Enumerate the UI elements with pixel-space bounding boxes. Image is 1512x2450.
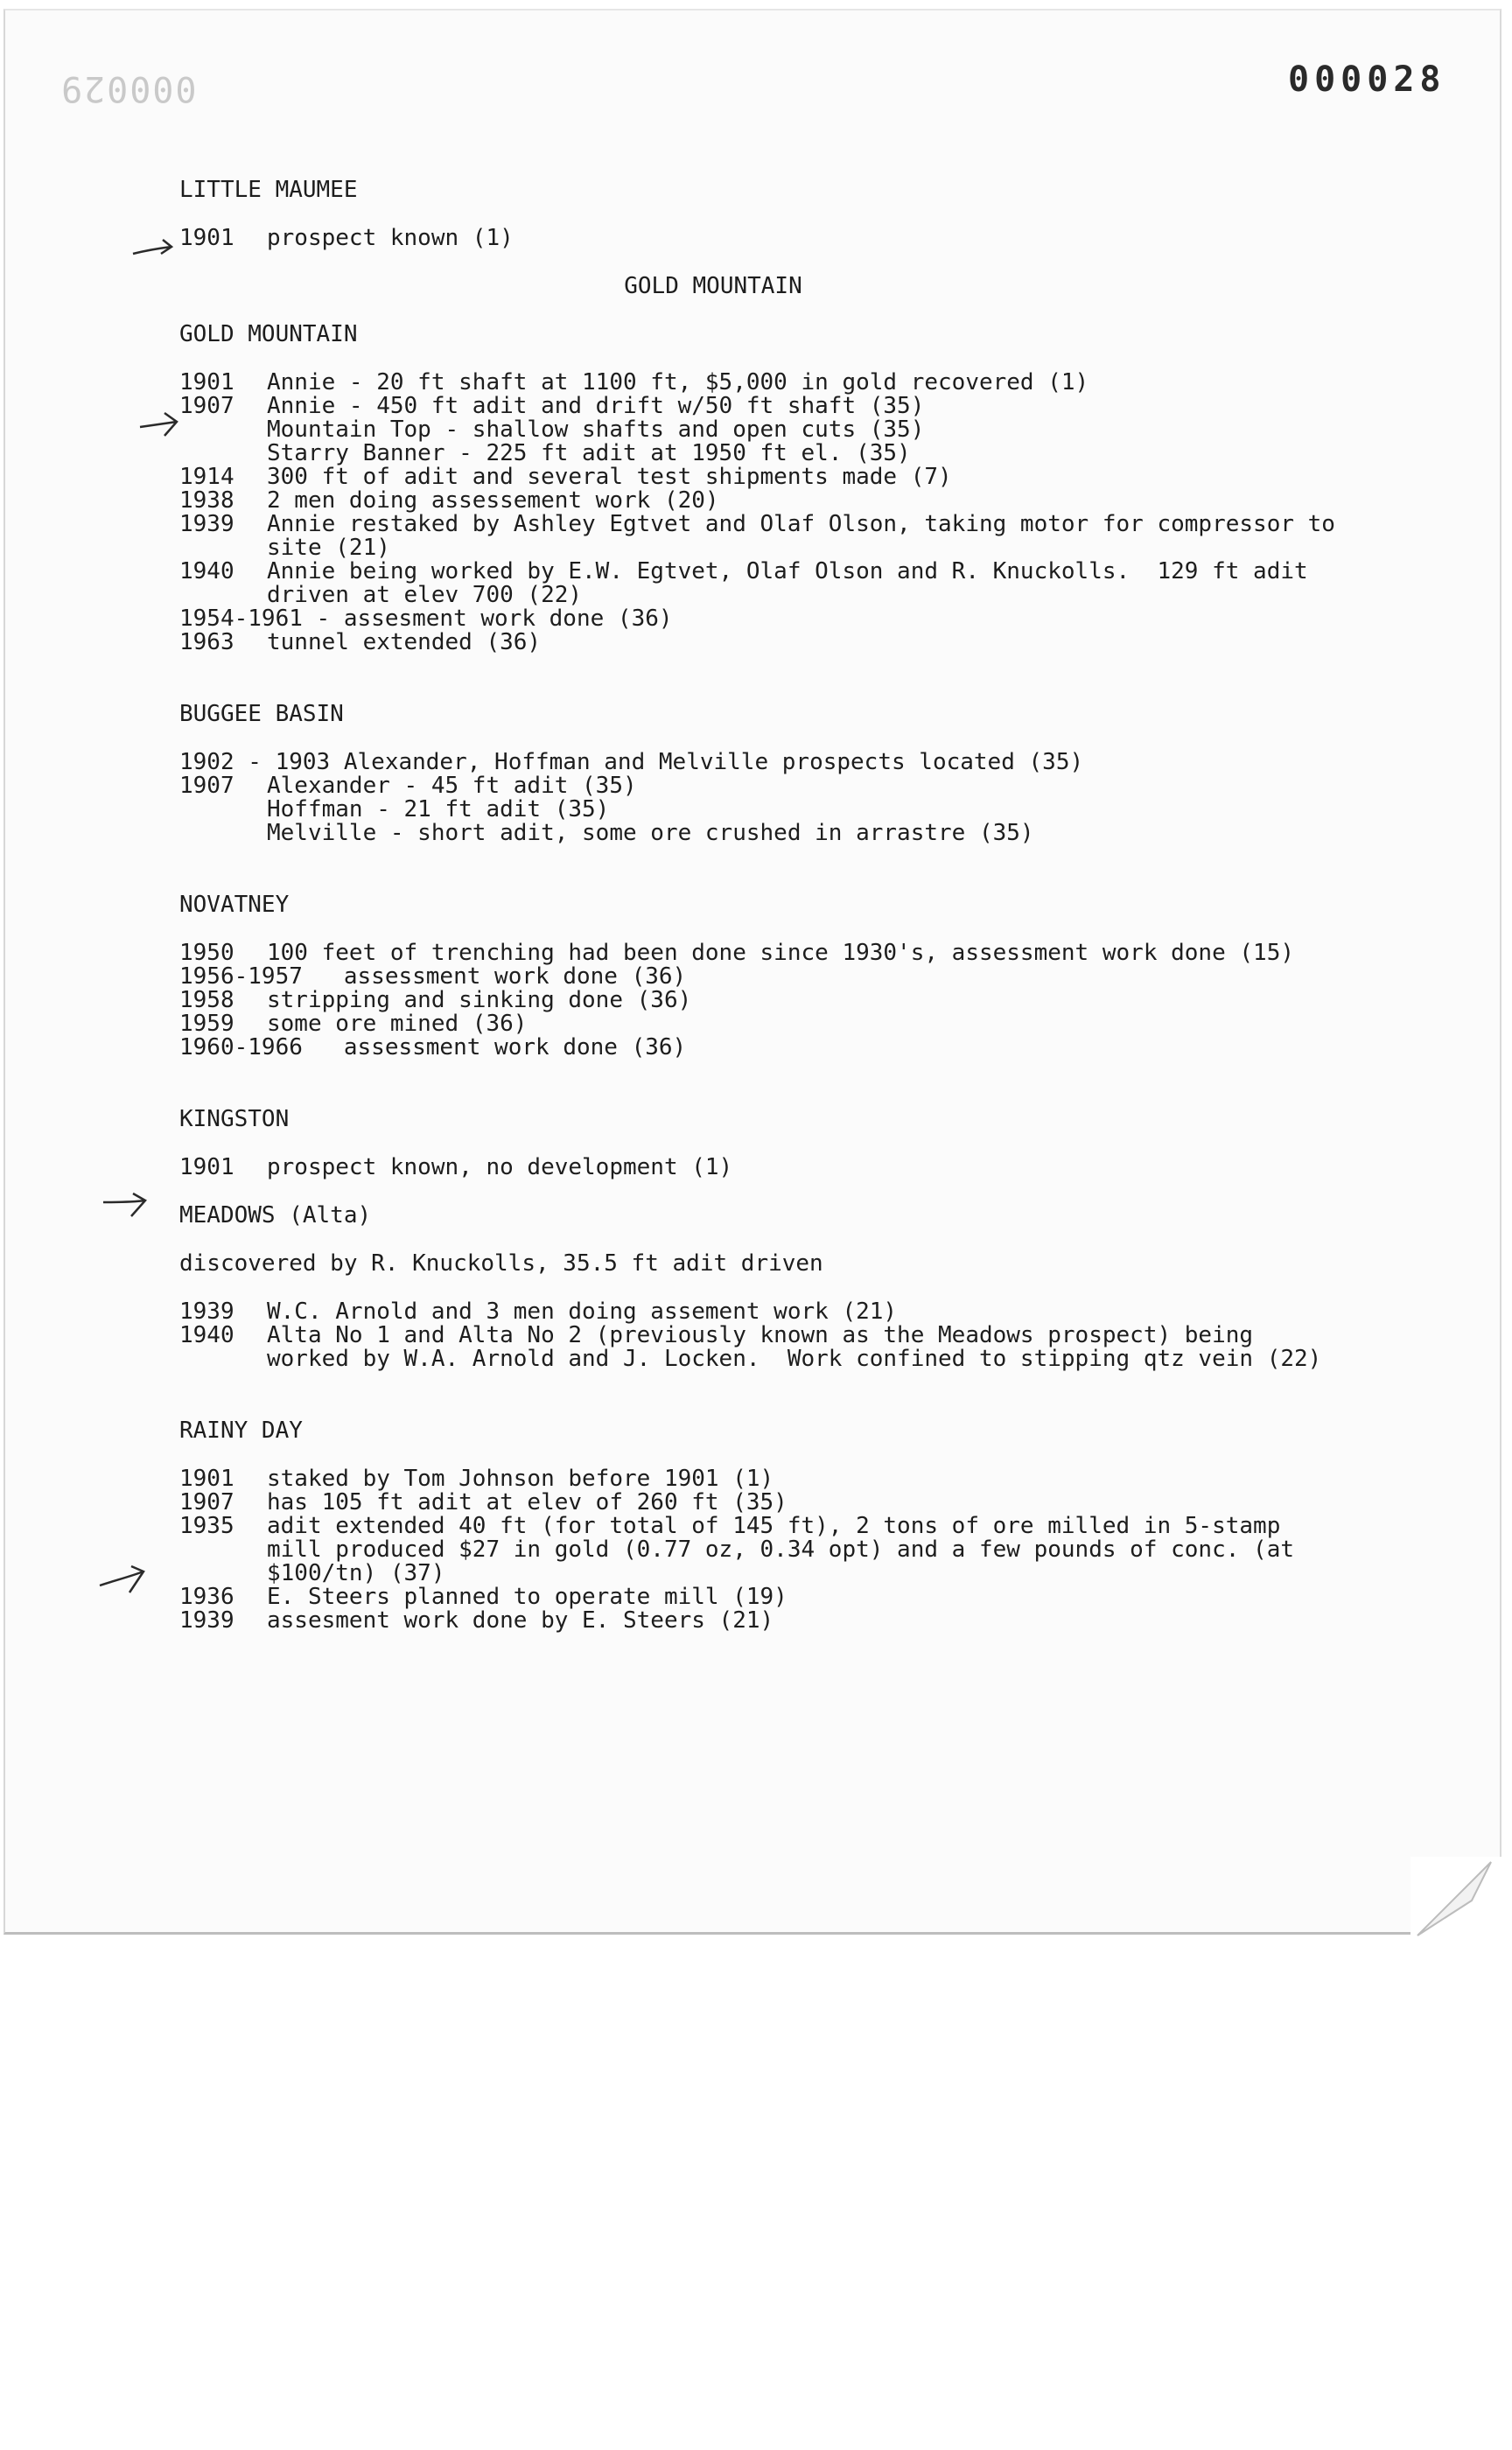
entry-year: 1907 [179,393,234,419]
entry-year: 1902 [179,749,234,775]
entry-text: E. Steers planned to operate mill (19) [267,1584,788,1610]
entry-year: 1939 [179,1298,234,1325]
entry-text: some ore mined (36) [267,1011,528,1037]
entry-text: assessment work done (36) [343,1034,687,1060]
entry-text: 300 ft of adit and several test shipments made (7) [267,464,952,490]
document-body [179,177,1349,1634]
list-item [179,1467,1343,1491]
list-item [179,1515,1343,1586]
entry-year [179,798,267,822]
list-item [179,798,1343,822]
entry-year: 1940 [179,1322,234,1348]
entry-text: assessment work done (36) [343,963,687,990]
entry-year: 1901 [179,225,234,251]
handwritten-arrow-icon [102,1190,150,1220]
entry-text: Annie - 20 ft shaft at 1100 ft, $5,000 in gold recovered (1) [267,369,1089,396]
list-item [179,1156,1343,1180]
list-item [179,942,1343,965]
entry-year: 1956-1957 [179,963,303,990]
entry-text: W.C. Arnold and 3 men doing assement work (21) [267,1298,898,1325]
section-heading: KINGSTON [179,1106,290,1132]
entry-year: 1914 [179,464,234,490]
entry-text: - 1903 Alexander, Hoffman and Melville prospects located (35) [248,749,1084,775]
list-item [179,1300,1343,1324]
list-item [179,965,1343,989]
list-item [179,631,1343,654]
entry-text: prospect known, no development (1) [267,1154,733,1180]
list-item [179,395,1343,418]
section-intro: discovered by R. Knuckolls, 35.5 ft adit driven [179,1250,823,1277]
entry-year: 1939 [179,511,234,537]
entry-year: 1958 [179,987,234,1013]
entry-year [179,442,267,466]
entry-year: 1939 [179,1607,234,1634]
list-item [179,607,1343,631]
entry-year [179,418,267,442]
entry-text: staked by Tom Johnson before 1901 (1) [267,1466,774,1492]
list-item [179,1012,1343,1036]
list-item [179,489,1343,513]
list-item [179,511,1349,561]
entry-text: has 105 ft adit at elev of 260 ft (35) [267,1489,788,1516]
list-item [179,1324,1343,1371]
entry-text: 2 men doing assessement work (20) [267,487,719,514]
entry-text: Annie being worked by E.W. Egtvet, Olaf Olson and R. Knuckolls. 129 ft adit driven at elev 700 (22) [267,558,1322,608]
entry-text: prospect known (1) [267,225,514,251]
entry-text: 100 feet of trenching had been done since 1930's, assessment work done (15) [267,940,1294,966]
faint-page-number: 000029 [60,68,197,108]
list-item [179,751,1343,774]
handwritten-arrow-icon [138,410,182,439]
entry-text: Alexander - 45 ft adit (35) [267,773,637,799]
entry-year: 1950 [179,940,234,966]
entry-text: - assesment work done (36) [316,606,673,632]
list-item [179,774,1343,798]
list-item [179,466,1343,489]
list-item [179,371,1343,395]
list-item [179,560,1343,607]
list-item [179,1586,1343,1609]
entry-year: 1935 [179,1513,234,1539]
entry-year: 1936 [179,1584,234,1610]
entry-text: Annie restaked by Ashley Egtvet and Olaf Olson, taking motor for compressor to site (21) [267,511,1349,561]
entry-year: 1907 [179,1489,234,1516]
entry-year: 1901 [179,1154,234,1180]
section-heading: MEADOWS (Alta) [179,1202,372,1228]
entry-text: Annie - 450 ft adit and drift w/50 ft shaft (35) [267,393,925,419]
section-heading: GOLD MOUNTAIN [179,321,358,347]
entry-year: 1960-1966 [179,1034,303,1060]
page-number: 000028 [1288,60,1446,100]
handwritten-arrow-icon [98,1563,150,1598]
section-heading: NOVATNEY [179,892,290,918]
entry-year [179,822,267,845]
list-item [179,989,1343,1012]
entry-year: 1901 [179,369,234,396]
entry-text: adit extended 40 ft (for total of 145 ft), 2 tons of ore milled in 5-stamp mill produced $27 in gold (0.77 oz, 0.34 opt) and a few pounds of conc. (at $100/tn) (37) [267,1513,1308,1586]
entry-year: 1954-1961 [179,606,303,632]
list-item [179,418,1343,442]
handwritten-arrow-icon [131,233,175,259]
entry-text: Mountain Top - shallow shafts and open cuts (35) [267,416,925,443]
entry-year: 1907 [179,773,234,799]
section-heading: LITTLE MAUMEE [179,177,358,203]
district-title: GOLD MOUNTAIN [624,273,802,299]
entry-year: 1963 [179,629,234,655]
entry-text: Melville - short adit, some ore crushed in arrastre (35) [267,820,1034,846]
folded-corner [1410,1857,1502,1941]
entry-text: Hoffman - 21 ft adit (35) [267,796,610,822]
entry-text: assesment work done by E. Steers (21) [267,1607,774,1634]
entry-year: 1938 [179,487,234,514]
list-item [179,1609,1343,1633]
list-item [179,1036,1343,1060]
list-item [179,1491,1343,1515]
list-item [179,822,1343,845]
entry-year: 1901 [179,1466,234,1492]
section-heading: BUGGEE BASIN [179,701,344,727]
entry-text: Starry Banner - 225 ft adit at 1950 ft el. (35) [267,440,911,466]
entry-year: 1940 [179,558,234,584]
list-item [179,227,1343,250]
entry-text: Alta No 1 and Alta No 2 (previously known as the Meadows prospect) being worked by W.A. Arnold and J. Locken. Work confined to stipping qtz vein (22) [267,1322,1322,1372]
entry-year: 1959 [179,1011,234,1037]
section-heading: RAINY DAY [179,1418,303,1444]
entry-text: tunnel extended (36) [267,629,542,655]
entry-text: stripping and sinking done (36) [267,987,692,1013]
list-item [179,442,1343,466]
